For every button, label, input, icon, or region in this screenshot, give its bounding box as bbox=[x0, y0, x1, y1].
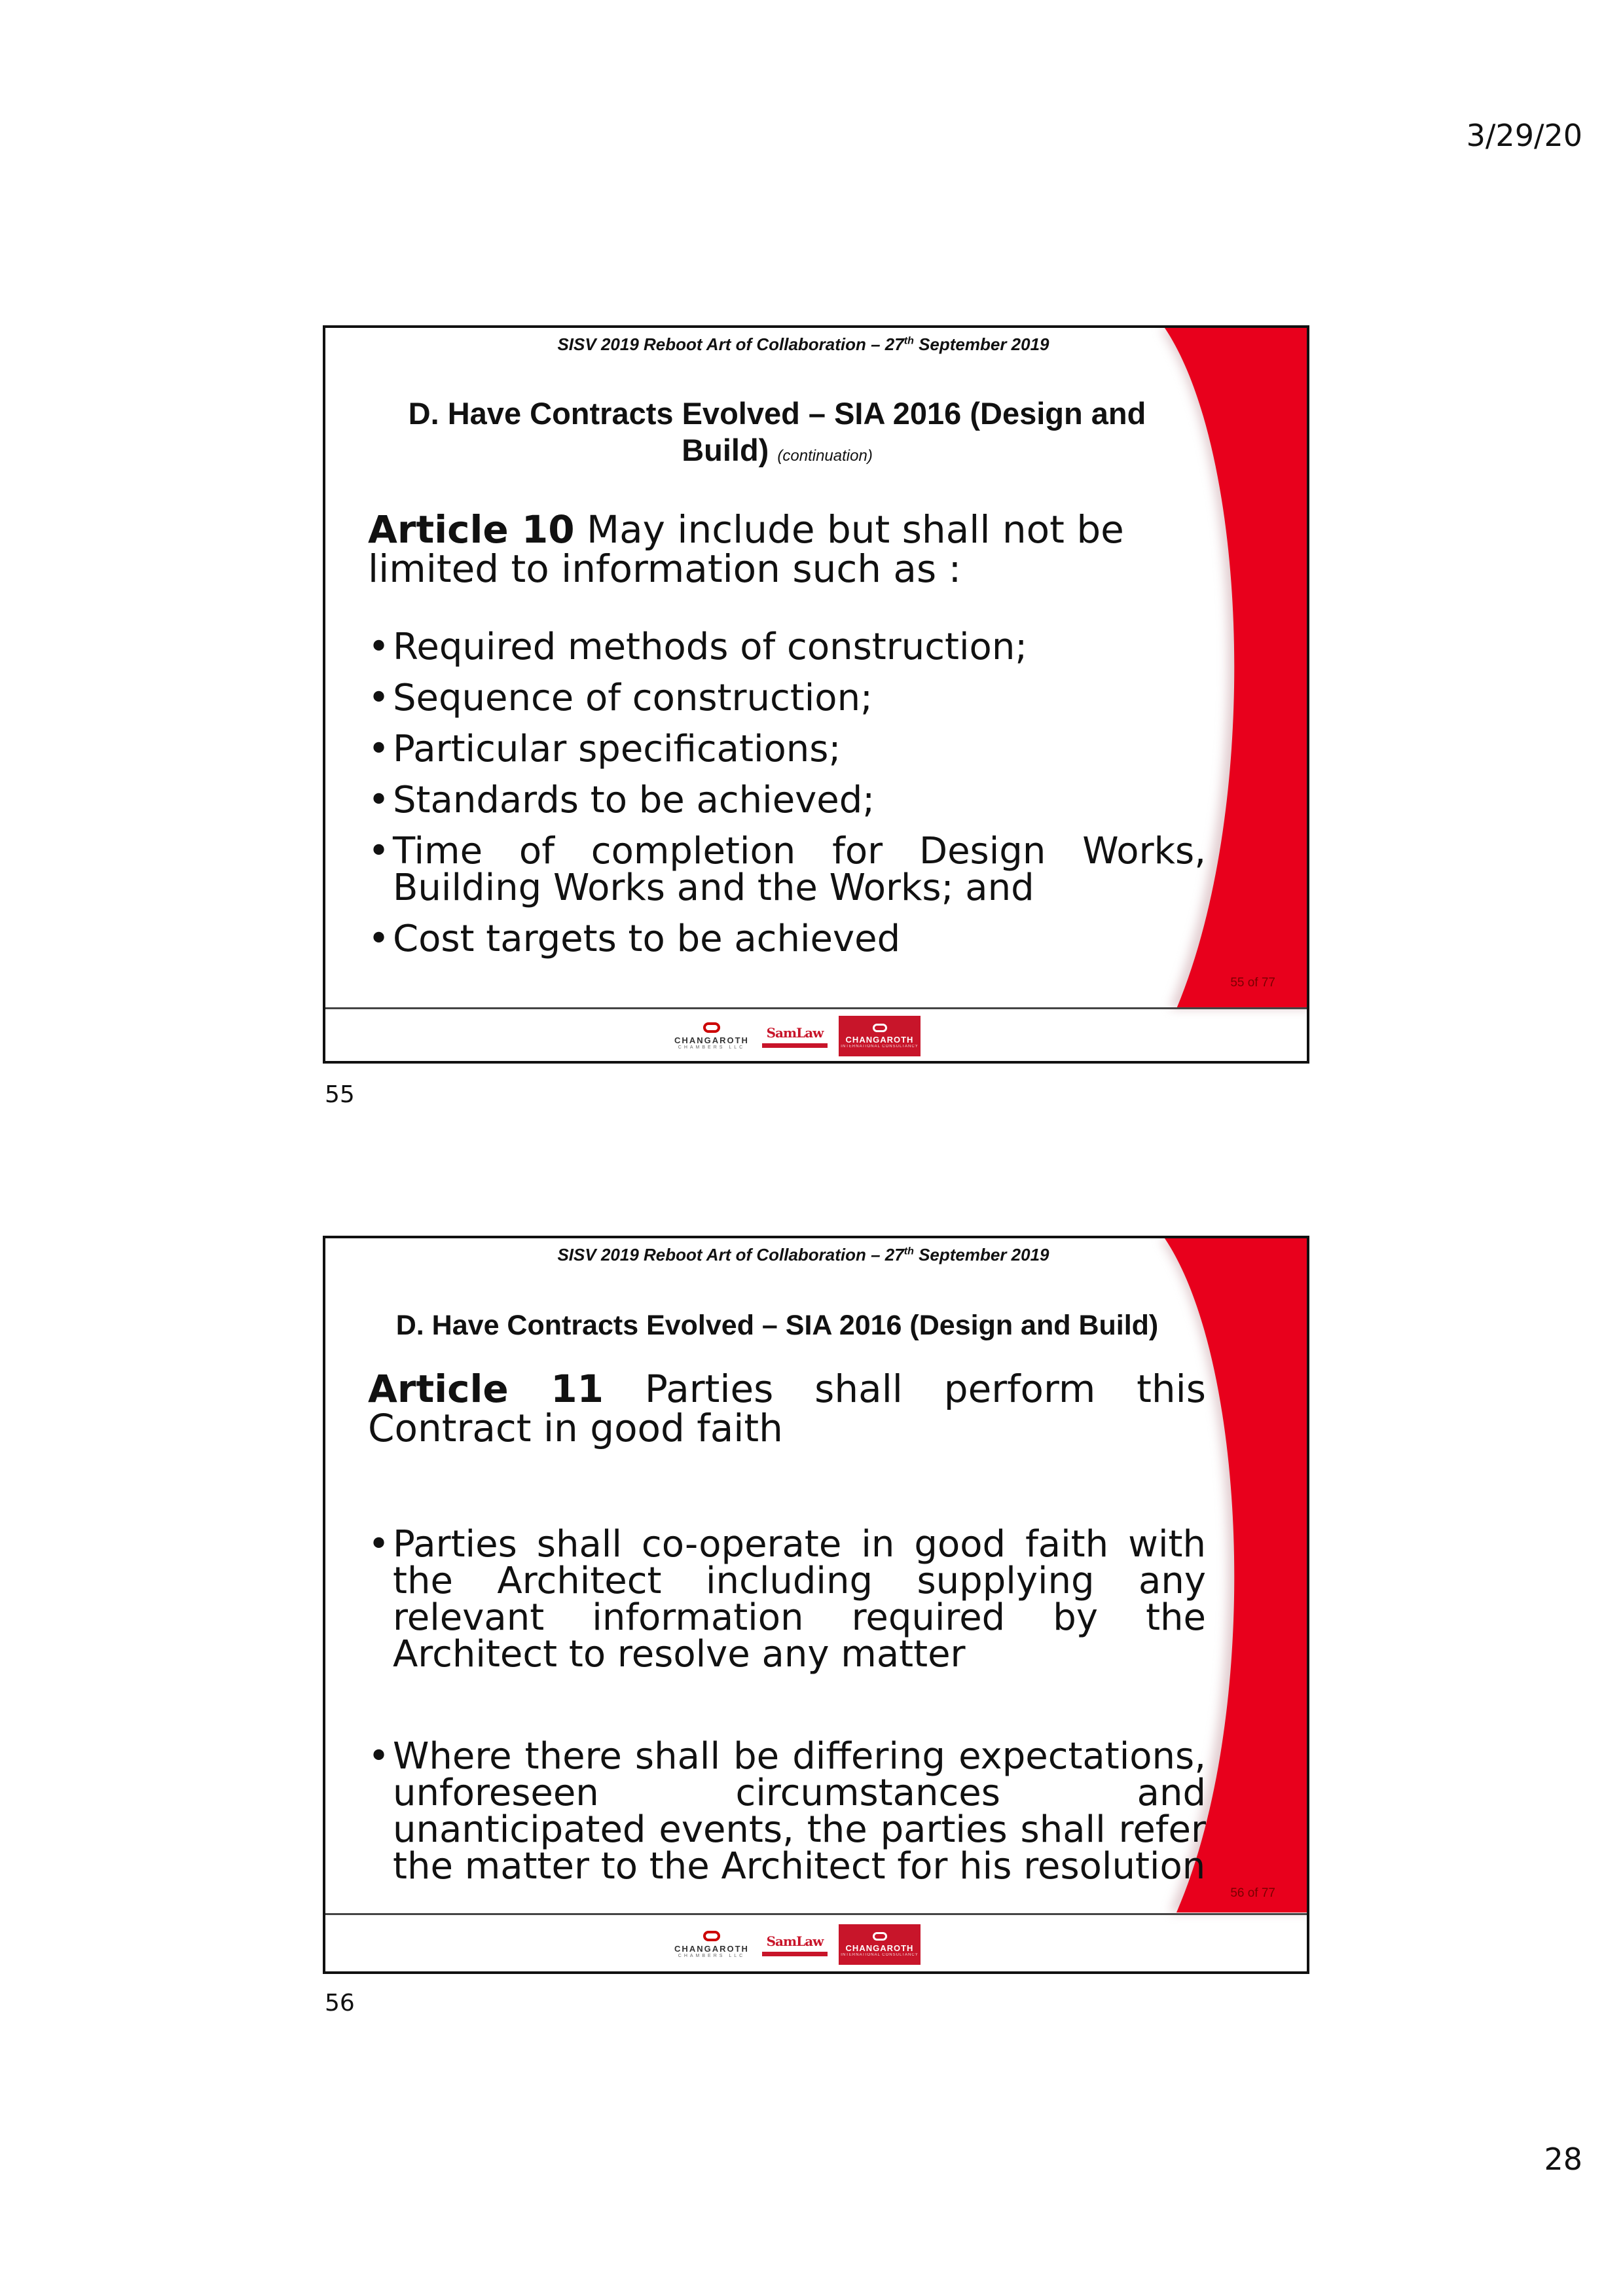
footer-logos bbox=[672, 1924, 921, 1965]
bullet-item: • Standards to be achieved; bbox=[368, 779, 875, 821]
footer-logos bbox=[672, 1016, 921, 1056]
slide-title: D. Have Contracts Evolved – SIA 2016 (Design and Build) bbox=[395, 1310, 1159, 1341]
bullet-item: • Sequence of construction; bbox=[368, 677, 873, 719]
changaroth-chambers-logo: CHANGAROTH CHAMBERS LLC bbox=[672, 1924, 751, 1965]
article-label: Article 11 bbox=[368, 1367, 604, 1411]
slide-header: SISV 2019 Reboot Art of Collaboration – 27th September 2019 bbox=[557, 334, 1049, 354]
date-stamp: 3/29/20 bbox=[1466, 118, 1582, 153]
bullet-item: • Cost targets to be achieved bbox=[368, 918, 901, 960]
slide-number: 55 bbox=[325, 1081, 355, 1108]
footer-divider bbox=[325, 1007, 1307, 1009]
slide-number: 56 bbox=[325, 1990, 355, 2017]
continuation-note: (continuation) bbox=[777, 447, 873, 465]
bullet-item: • Parties shall co-operate in good faith with the Architect including supplying any relevant information required by the Architect to resolve any matter bbox=[368, 1523, 1206, 1676]
page-number: 28 bbox=[1544, 2142, 1582, 2177]
slide-header: SISV 2019 Reboot Art of Collaboration – 27th September 2019 bbox=[557, 1245, 1049, 1265]
samlaw-logo: SamLaw bbox=[756, 1016, 833, 1056]
bullet-item: • Time of completion for Design Works, Building Works and the Works; and bbox=[368, 830, 1206, 909]
slide-56 bbox=[323, 1236, 1309, 1974]
changaroth-chambers-logo: CHANGAROTH CHAMBERS LLC bbox=[672, 1016, 751, 1056]
samlaw-logo: SamLaw bbox=[756, 1924, 833, 1965]
slide-counter: 56 of 77 bbox=[1230, 1886, 1275, 1900]
bullet-item: • Particular specifications; bbox=[368, 728, 841, 770]
article-paragraph: Article 11 Parties shall perform this Contract in good faith bbox=[368, 1367, 1206, 1450]
changaroth-international-logo: CHANGAROTH INTERNATIONAL CONSULTANCY bbox=[839, 1924, 921, 1965]
article-label: Article 10 bbox=[368, 507, 575, 552]
slide-title: D. Have Contracts Evolved – SIA 2016 (Design and Build) (continuation) bbox=[408, 396, 1146, 467]
bullet-item: • Required methods of construction; bbox=[368, 626, 1028, 668]
footer-divider bbox=[325, 1913, 1307, 1915]
bullet-list bbox=[368, 1523, 1206, 1888]
bullet-list bbox=[368, 626, 1206, 960]
changaroth-international-logo: CHANGAROTH INTERNATIONAL CONSULTANCY bbox=[839, 1016, 921, 1056]
slide-counter: 55 of 77 bbox=[1230, 976, 1275, 990]
slide-55 bbox=[323, 325, 1309, 1064]
article-paragraph: Article 10 May include but shall not be limited to information such as : bbox=[368, 507, 1124, 591]
bullet-item: • Where there shall be differing expectations, unforeseen circumstances and unanticipated events, the parties shall refer the matter to the Architect for his resolution bbox=[368, 1735, 1206, 1888]
